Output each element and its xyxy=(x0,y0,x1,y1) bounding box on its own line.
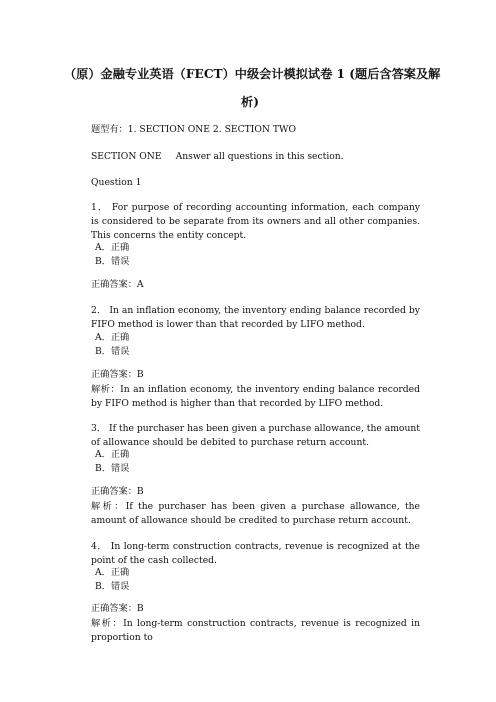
section-header xyxy=(91,151,344,163)
question-3-text: 3． If the purchaser has been given a purchase allowance, the amount of allowance should be debited to purchase return account. xyxy=(91,423,420,448)
question-types: 题型有：1. SECTION ONE 2. SECTION TWO xyxy=(91,124,296,135)
question-4-text: 4． In long-term construction contracts, revenue is recognized at the point of the cash collected. xyxy=(91,541,420,566)
question-4-option-a: A．正确 xyxy=(95,567,130,578)
document-title-line-1: （原）金融专业英语（FECT）中级会计模拟试卷 1 (题后含答案及解 xyxy=(64,67,441,81)
section-label: SECTION ONE xyxy=(91,151,162,162)
question-3-option-b: B．错误 xyxy=(95,463,130,474)
question-2-answer: 正确答案：B xyxy=(91,369,144,380)
question-3-explanation: 解析：If the purchaser has been given a purchase allowance, the amount of allowance should be credited to purchase return account. xyxy=(91,501,420,526)
question-2-explanation: 解析：In an inflation economy, the inventory ending balance recorded by FIFO method is higher than that recorded by LIFO method. xyxy=(91,384,420,409)
question-3-answer: 正确答案：B xyxy=(91,486,144,497)
question-1-option-b: B．错误 xyxy=(95,256,130,267)
section-instruction: Answer all questions in this section. xyxy=(175,151,344,162)
document-title-line-2: 析) xyxy=(241,95,259,109)
question-2-option-a: A．正确 xyxy=(95,332,130,343)
question-1-text: 1． For purpose of recording accounting information, each company is considered to be separate from its owners and all other companies. This concerns the entity concept. xyxy=(91,202,420,241)
question-2-option-b: B．错误 xyxy=(95,346,130,357)
question-2-text: 2． In an inflation economy, the inventory ending balance recorded by FIFO method is lower than that recorded by LIFO method. xyxy=(91,305,420,330)
question-1-option-a: A．正确 xyxy=(95,242,130,253)
question-4-answer: 正确答案：B xyxy=(91,603,144,614)
question-3-option-a: A．正确 xyxy=(95,449,130,460)
question-1-answer: 正确答案：A xyxy=(91,279,144,290)
question-4-option-b: B．错误 xyxy=(95,581,130,592)
question-group-title: Question 1 xyxy=(91,177,142,188)
question-4-explanation: 解析：In long-term construction contracts, revenue is recognized in proportion to xyxy=(91,618,420,643)
